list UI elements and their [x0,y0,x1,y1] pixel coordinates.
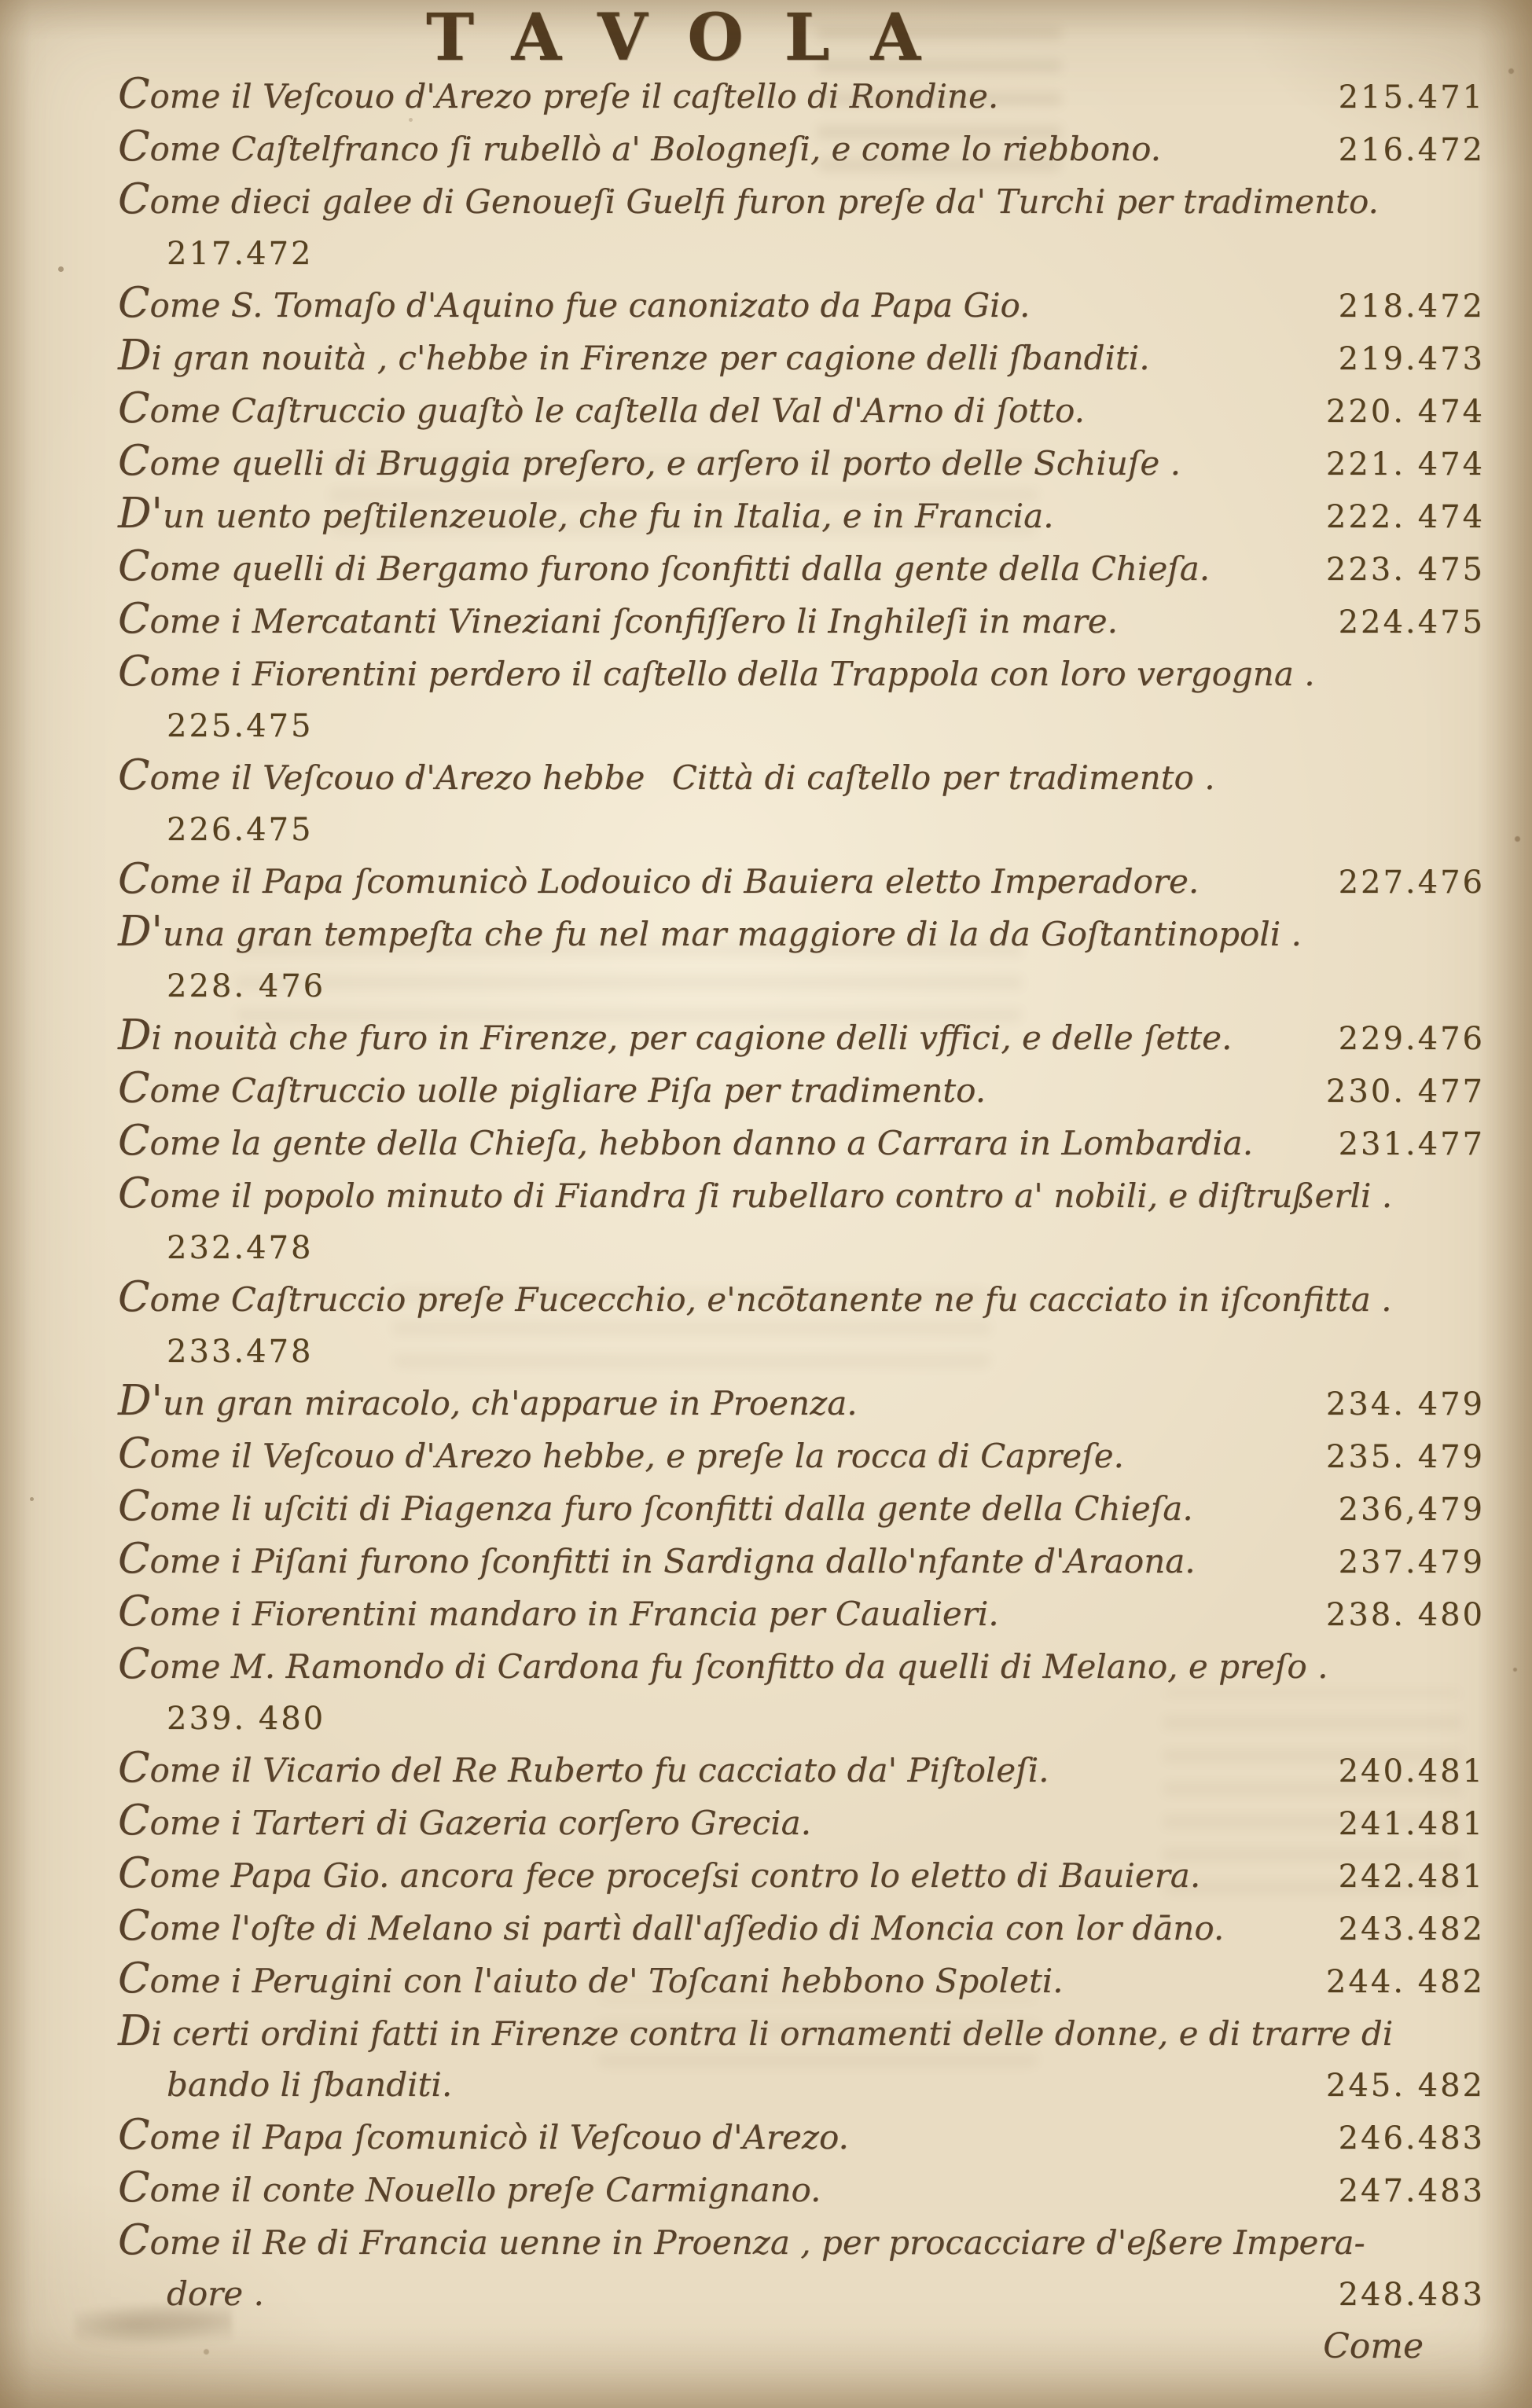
toc-entry [118,1012,1485,1065]
entry-text: Come il popolo minuto di Fiandra ſi rubellaro contro a' nobili, e diſtrußerli . [118,1169,1393,1217]
catchword: Come [1323,2326,1424,2366]
entry-text: Come il Vicario del Re Ruberto fu cacciato da' Piſtoleſi. [118,1744,1049,1792]
toc-entry [118,543,1485,596]
entry-text: Come la gente della Chieſa, hebbon danno a Carrara in Lombardia. [118,1117,1254,1165]
entry-page-number: 221. 474 [1325,446,1485,483]
toc-entry [118,71,1485,123]
entry-page-number: 239. 480 [167,1701,326,1737]
entry-page-number: 241.481 [1338,1806,1485,1842]
entry-text: Come il Veſcouo d'Arezo hebbe, e preſe la rocca di Capreſe. [118,1430,1124,1477]
entry-text: Come l'oſte di Melano si partì dall'aſſedio di Moncia con lor dāno. [118,1902,1225,1950]
entry-text: Di certi ordini fatti in Firenze contra li ornamenti delle donne, e di trarre di [118,2007,1394,2055]
toc-entry [118,1641,1485,1745]
entry-page-number: 235. 479 [1325,1439,1485,1475]
toc-entry [118,648,1485,752]
entry-page-number: 232.478 [167,1230,314,1266]
page-title: TAVOLA [425,0,962,75]
toc-entry [118,2217,1485,2321]
entry-text: Come i Mercatanti Vineziani ſconfiſſero li Inghileſi in mare. [118,595,1118,643]
entry-text: Come Caſtruccio guaſtò le caſtella del Val d'Arno di ſotto. [118,384,1085,432]
entry-page-number: 245. 482 [1325,2068,1485,2104]
entry-page-number: 246.483 [1338,2120,1485,2157]
entry-text: Di nouità che furo in Firenze, per cagione delli vffici, e delle ſette. [118,1011,1233,1059]
entry-text: Come i Fiorentini mandaro in Francia per Caualieri. [118,1588,999,1635]
entry-number-line [118,1221,1485,1274]
entry-text: Come M. Ramondo di Cardona fu ſconfitto da quelli di Melano, e preſo . [118,1640,1328,1688]
entry-text: Come S. Tomaſo d'Aquino fue canonizato da Papa Gio. [118,279,1031,327]
toc-list [118,71,1485,2321]
entry-number-line [118,1325,1485,1378]
catchword-line [118,2321,1485,2373]
entry-number-line [118,1692,1485,1745]
entry-page-number: 237.479 [1338,1544,1485,1580]
entry-number-line [118,803,1485,856]
entry-number-line [118,699,1485,752]
toc-entry [118,596,1485,648]
toc-entry [118,1955,1485,2008]
entry-number-line [118,227,1485,280]
toc-entry [118,856,1485,909]
toc-entry [118,1903,1485,1955]
entry-continuation: dore . [167,2274,264,2313]
entry-text: Come il Veſcouo d'Arezo preſe il caſtello di Rondine. [118,70,999,118]
toc-entry [118,123,1485,176]
entry-page-number: 229.476 [1338,1021,1485,1057]
entry-continuation: bando li ſbanditi. [167,2065,453,2104]
entry-text: Come il Papa ſcomunicò Lodouico di Bauiera eletto Imperadore. [118,855,1200,903]
entry-page-number: 225.475 [167,708,314,744]
toc-entry [118,280,1485,332]
entry-text: Come Caſtruccio preſe Fucecchio, e'ncōtanente ne fu cacciato in iſconfitta . [118,1273,1392,1321]
entry-text: Come Caſtelfranco ſi rubellò a' Bologneſi, e come lo riebbono. [118,123,1162,171]
entry-text: Come i Piſani furono ſconfitti in Sardigna dallo'nfante d'Araona. [118,1535,1196,1583]
entry-page-number: 234. 479 [1325,1386,1485,1422]
entry-page-number: 228. 476 [167,968,326,1004]
toc-entry [118,909,1485,1012]
entry-text: Come il Re di Francia uenne in Proenza , per procacciare d'eßere Impera- [118,2216,1365,2264]
entry-text: Come il conte Nouello preſe Carmignano. [118,2164,821,2212]
entry-page-number: 244. 482 [1325,1964,1485,2000]
entry-page-number: 223. 475 [1325,552,1485,588]
toc-entry [118,2112,1485,2164]
entry-text: Come i Fiorentini perdero il caſtello della Trappola con loro vergogna . [118,648,1315,696]
toc-entry [118,176,1485,280]
entry-text: Come Caſtruccio uolle pigliare Piſa per tradimento. [118,1064,986,1112]
toc-entry [118,1378,1485,1430]
entry-page-number: 216.472 [1338,132,1485,168]
entry-page-number: 217.472 [167,236,314,272]
entry-page-number: 227.476 [1338,864,1485,901]
toc-entry [118,1588,1485,1641]
toc-entry [118,2164,1485,2217]
entry-page-number: 236,479 [1338,1492,1485,1528]
entry-page-number: 238. 480 [1325,1597,1485,1633]
entry-text: Di gran nouità , c'hebbe in Firenze per cagione delli ſbanditi. [118,332,1150,380]
entry-continuation-line [118,2059,1485,2112]
entry-page-number: 242.481 [1338,1859,1485,1895]
entry-text: Come quelli di Bergamo furono ſconfitti dalla gente della Chieſa. [118,542,1211,590]
entry-page-number: 222. 474 [1325,499,1485,535]
entry-continuation-line [118,2268,1485,2321]
toc-entry [118,1118,1485,1170]
entry-page-number: 219.473 [1338,341,1485,377]
entry-text: D'un gran miracolo, ch'apparue in Proenza. [118,1377,858,1425]
entry-text: D'un uento peſtilenzeuole, che fu in Italia, e in Francia. [118,490,1054,538]
toc-entry [118,1483,1485,1536]
toc-entry [118,490,1485,543]
entry-page-number: 240.481 [1338,1753,1485,1789]
entry-page-number: 248.483 [1338,2277,1485,2313]
toc-entry [118,1536,1485,1588]
entry-page-number: 226.475 [167,812,314,848]
entry-text: Come i Tarteri di Gazeria corſero Grecia. [118,1797,812,1845]
toc-entry [118,1745,1485,1797]
entry-text: Come quelli di Bruggia preſero, e arſero il porto delle Schiuſe . [118,437,1181,485]
entry-text: Come i Perugini con l'aiuto de' Toſcani hebbono Spoleti. [118,1955,1064,2002]
table-of-contents [118,71,1485,2373]
entry-page-number: 218.472 [1338,288,1485,325]
entry-text: Come il Veſcouo d'Arezo hebbe Città di caſtello per tradimento . [118,751,1215,799]
toc-entry [118,1274,1485,1378]
toc-entry [118,2008,1485,2112]
entry-text: Come Papa Gio. ancora fece proceſsi contro lo eletto di Bauiera. [118,1849,1201,1897]
entry-page-number: 231.477 [1338,1126,1485,1162]
entry-page-number: 247.483 [1338,2173,1485,2209]
toc-entry [118,1065,1485,1118]
toc-entry [118,1850,1485,1903]
entry-text: Come dieci galee di Genoueſi Guelfi furon preſe da' Turchi per tradimento. [118,175,1379,223]
entry-text: Come li uſciti di Piagenza furo ſconfitti dalla gente della Chieſa. [118,1482,1193,1530]
entry-page-number: 224.475 [1338,604,1485,641]
toc-entry [118,752,1485,856]
toc-entry [118,1430,1485,1483]
entry-page-number: 230. 477 [1325,1074,1485,1110]
entry-text: D'una gran tempeſta che fu nel mar maggiore di la da Goſtantinopoli . [118,908,1302,956]
entry-number-line [118,960,1485,1012]
entry-page-number: 243.482 [1338,1911,1485,1947]
entry-text: Come il Papa ſcomunicò il Veſcouo d'Arezo. [118,2111,849,2159]
entry-page-number: 233.478 [167,1334,314,1370]
toc-entry [118,332,1485,385]
toc-entry [118,385,1485,438]
toc-entry [118,438,1485,490]
entry-page-number: 220. 474 [1325,394,1485,430]
toc-entry [118,1797,1485,1850]
entry-page-number: 215.471 [1338,79,1485,116]
toc-entry [118,1170,1485,1274]
